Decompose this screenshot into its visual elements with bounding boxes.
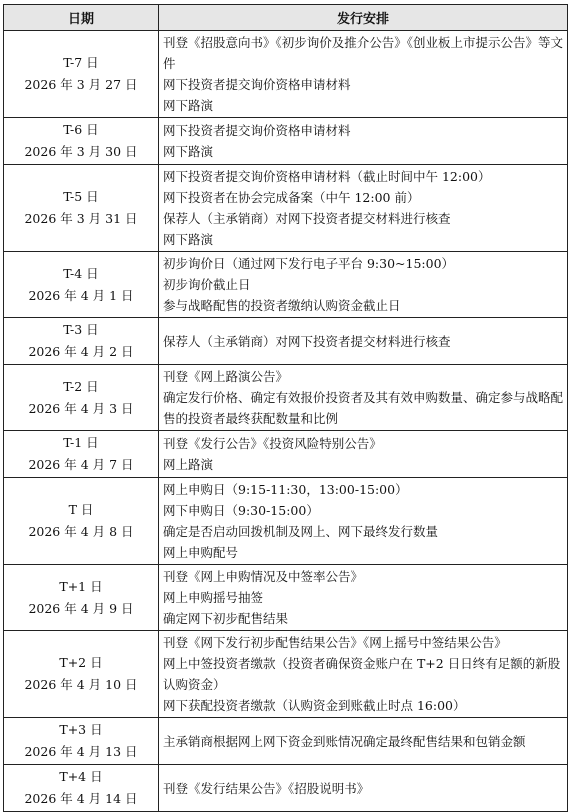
date-cell: [4, 478, 159, 565]
calendar-date: 2026 年 4 月 3 日: [28, 400, 134, 416]
arrangement-cell: [159, 118, 568, 165]
arrangement-item: 初步询价日（通过网下发行电子平台 9:30~15:00）: [163, 256, 455, 271]
trading-day-label: T 日: [68, 502, 94, 517]
table-body: [4, 31, 568, 812]
table-row: [4, 31, 568, 118]
trading-day-label: T-6 日: [63, 122, 99, 137]
date-cell: [4, 318, 159, 365]
arrangement-item: 网下申购日（9:30-15:00）: [163, 503, 319, 518]
trading-day-label: T-7 日: [63, 55, 99, 70]
arrangement-item: 保荐人（主承销商）对网下投资者提交材料进行核查: [163, 333, 451, 349]
arrangement-item: 网上路演: [163, 457, 214, 472]
calendar-date: 2026 年 4 月 7 日: [28, 457, 134, 472]
table-row: [4, 718, 568, 765]
arrangement-item: 网下路演: [163, 98, 214, 113]
arrangement-item: 初步询价截止日: [163, 277, 251, 292]
arrangement-cell: [159, 252, 568, 318]
table-row: [4, 252, 568, 318]
date-cell: [4, 565, 159, 631]
arrangement-item: 网下投资者提交询价资格申请材料: [163, 77, 351, 92]
arrangement-item: 网上中签投资者缴款（投资者确保资金账户在 T+2 日日终有足额的新股认购资金）: [163, 656, 561, 692]
trading-day-label: T+4 日: [59, 769, 103, 784]
table-row: [4, 565, 568, 631]
trading-day-label: T+3 日: [59, 722, 103, 737]
calendar-date: 2026 年 3 月 31 日: [24, 211, 138, 226]
arrangement-item: 保荐人（主承销商）对网下投资者提交材料进行核查: [163, 211, 451, 226]
calendar-date: 2026 年 4 月 9 日: [28, 600, 134, 616]
arrangement-cell: [159, 718, 568, 765]
arrangement-cell: [159, 431, 568, 478]
arrangement-cell: [159, 165, 568, 252]
calendar-date: 2026 年 4 月 10 日: [24, 677, 138, 692]
date-cell: [4, 31, 159, 118]
arrangement-item: 网上申购日（9:15-11:30，13:00-15:00）: [163, 482, 408, 497]
header-date: 日期: [4, 5, 159, 31]
trading-day-label: T+1 日: [59, 578, 103, 594]
table-row: [4, 365, 568, 431]
table-row: [4, 631, 568, 718]
trading-day-label: T-4 日: [63, 265, 99, 281]
date-cell: [4, 718, 159, 765]
trading-day-label: T-3 日: [63, 322, 99, 337]
arrangement-item: 确定是否启动回拨机制及网上、网下最终发行数量: [163, 524, 439, 539]
header-arrangement: 发行安排: [159, 5, 568, 31]
date-cell: [4, 765, 159, 812]
table-row: [4, 165, 568, 252]
table-row: [4, 118, 568, 165]
arrangement-cell: [159, 565, 568, 631]
trading-day-label: T-5 日: [63, 189, 99, 204]
trading-day-label: T-2 日: [63, 378, 99, 394]
calendar-date: 2026 年 4 月 2 日: [28, 344, 134, 359]
arrangement-item: 刊登《网下发行初步配售结果公告》《网上摇号中签结果公告》: [163, 635, 507, 650]
date-cell: [4, 252, 159, 318]
arrangement-item: 确定发行价格、确定有效报价投资者及其有效申购数量、确定参与战略配售的投资者最终获配数量和比例: [163, 390, 564, 426]
arrangement-cell: [159, 631, 568, 718]
calendar-date: 2026 年 3 月 30 日: [24, 144, 138, 159]
arrangement-item: 网下投资者提交询价资格申请材料: [163, 123, 351, 138]
arrangement-item: 主承销商根据网上网下资金到账情况确定最终配售结果和包销金额: [163, 733, 526, 749]
table-row: [4, 431, 568, 478]
trading-day-label: T+2 日: [59, 655, 103, 670]
arrangement-item: 确定网下初步配售结果: [163, 611, 289, 626]
table-header-row: [4, 5, 568, 31]
arrangement-item: 网上申购配号: [163, 545, 239, 560]
arrangement-item: 参与战略配售的投资者缴纳认购资金截止日: [163, 298, 401, 313]
calendar-date: 2026 年 4 月 8 日: [28, 524, 134, 539]
calendar-date: 2026 年 4 月 13 日: [24, 744, 138, 759]
date-cell: [4, 165, 159, 252]
arrangement-item: 刊登《发行结果公告》《招股说明书》: [163, 780, 370, 796]
arrangement-item: 网下获配投资者缴款（认购资金到账截止时点 16:00）: [163, 698, 466, 713]
arrangement-item: 网下投资者提交询价资格申请材料（截止时间中午 12:00）: [163, 169, 491, 184]
table-row: [4, 765, 568, 812]
date-cell: [4, 631, 159, 718]
calendar-date: 2026 年 3 月 27 日: [24, 77, 138, 92]
issuance-schedule-table: [3, 4, 568, 812]
table-row: [4, 318, 568, 365]
arrangement-item: 网下路演: [163, 144, 214, 159]
table-row: [4, 478, 568, 565]
arrangement-cell: [159, 31, 568, 118]
date-cell: [4, 118, 159, 165]
date-cell: [4, 365, 159, 431]
arrangement-item: 刊登《网上路演公告》: [163, 369, 289, 384]
arrangement-cell: [159, 318, 568, 365]
calendar-date: 2026 年 4 月 1 日: [28, 287, 134, 303]
arrangement-item: 刊登《网上申购情况及中签率公告》: [163, 569, 364, 584]
arrangement-item: 网下路演: [163, 232, 214, 247]
arrangement-cell: [159, 478, 568, 565]
arrangement-item: 刊登《发行公告》《投资风险特别公告》: [163, 436, 382, 451]
arrangement-item: 网上申购摇号抽签: [163, 590, 264, 605]
arrangement-cell: [159, 765, 568, 812]
trading-day-label: T-1 日: [63, 435, 99, 450]
arrangement-cell: [159, 365, 568, 431]
arrangement-item: 刊登《招股意向书》《初步询价及推介公告》《创业板上市提示公告》等文件: [163, 35, 564, 71]
date-cell: [4, 431, 159, 478]
calendar-date: 2026 年 4 月 14 日: [24, 791, 138, 806]
arrangement-item: 网下投资者在协会完成备案（中午 12:00 前）: [163, 190, 420, 205]
